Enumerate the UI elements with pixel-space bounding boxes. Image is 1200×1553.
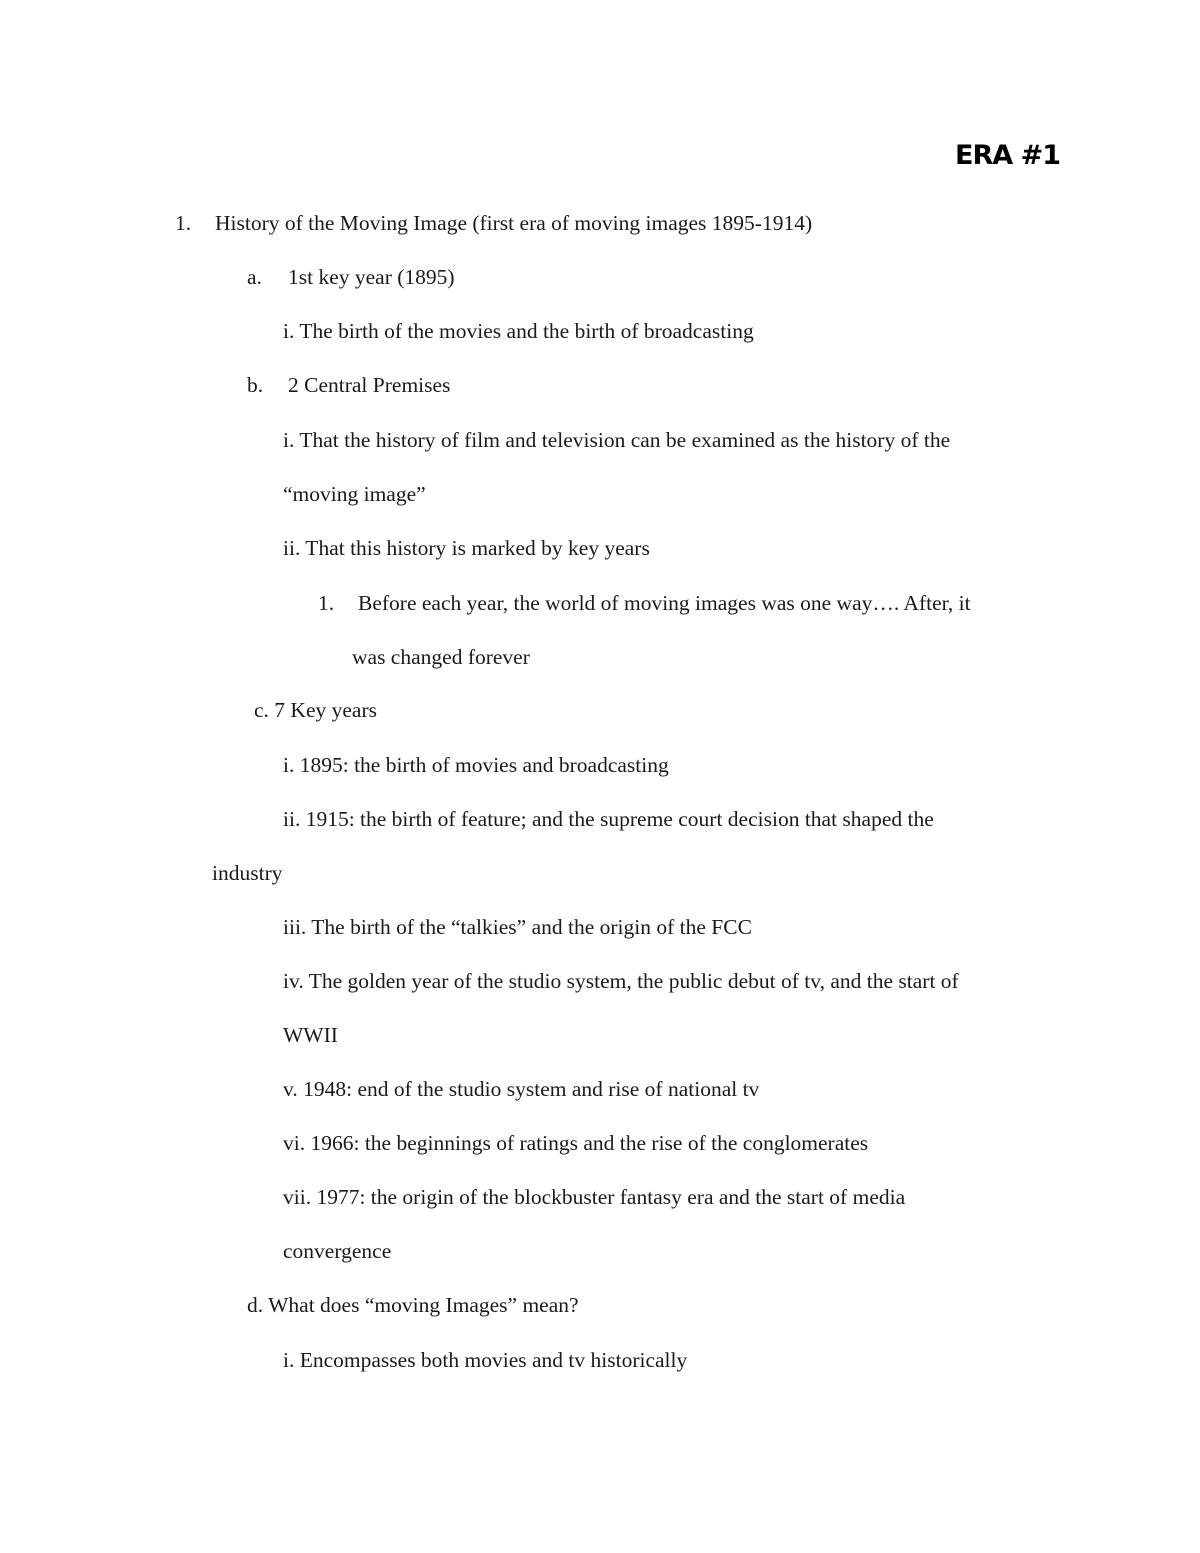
outline-item-c-i: i. 1895: the birth of movies and broadcasting (283, 753, 669, 777)
outline-item-c-vi: vi. 1966: the beginnings of ratings and the rise of the conglomerates (283, 1131, 869, 1155)
outline-item-a-i: i. The birth of the movies and the birth of broadcasting (283, 319, 754, 343)
outline-item-c: c. 7 Key years (254, 698, 377, 722)
page-title: ERA #1 (955, 140, 1060, 171)
outline-item-d: d. What does “moving Images” mean? (247, 1293, 579, 1317)
outline-item-a: 1st key year (1895) (288, 265, 455, 289)
outline-item-c-iv-line1: iv. The golden year of the studio system, the public debut of tv, and the start of (283, 969, 959, 993)
outline-item-1: History of the Moving Image (first era of moving images 1895-1914) (215, 211, 813, 235)
outline-marker-1: 1. (175, 211, 192, 235)
outline-item-b: 2 Central Premises (288, 373, 451, 397)
outline-item-b-i-line1: i. That the history of film and television can be examined as the history of the (283, 428, 951, 452)
outline-marker-a: a. (247, 265, 262, 289)
outline-item-c-iv-line2: WWII (283, 1023, 338, 1047)
outline-item-d-i: i. Encompasses both movies and tv historically (283, 1348, 688, 1372)
outline-item-c-vii-line1: vii. 1977: the origin of the blockbuster fantasy era and the start of media (283, 1185, 906, 1209)
outline-item-b-ii: ii. That this history is marked by key years (283, 536, 650, 560)
outline-item-c-vii-line2: convergence (283, 1239, 392, 1263)
outline-marker-b-ii-1: 1. (318, 591, 335, 615)
outline-item-c-v: v. 1948: end of the studio system and rise of national tv (283, 1077, 760, 1101)
outline-item-c-iii: iii. The birth of the “talkies” and the origin of the FCC (283, 915, 752, 939)
outline-marker-b: b. (247, 373, 264, 397)
outline-item-c-ii-line2: industry (212, 861, 283, 885)
outline-item-c-ii-line1: ii. 1915: the birth of feature; and the supreme court decision that shaped the (283, 807, 934, 831)
outline-item-b-ii-1-line2: was changed forever (352, 645, 530, 669)
outline-item-b-ii-1-line1: Before each year, the world of moving images was one way…. After, it (358, 591, 971, 615)
outline-item-b-i-line2: “moving image” (283, 482, 426, 506)
